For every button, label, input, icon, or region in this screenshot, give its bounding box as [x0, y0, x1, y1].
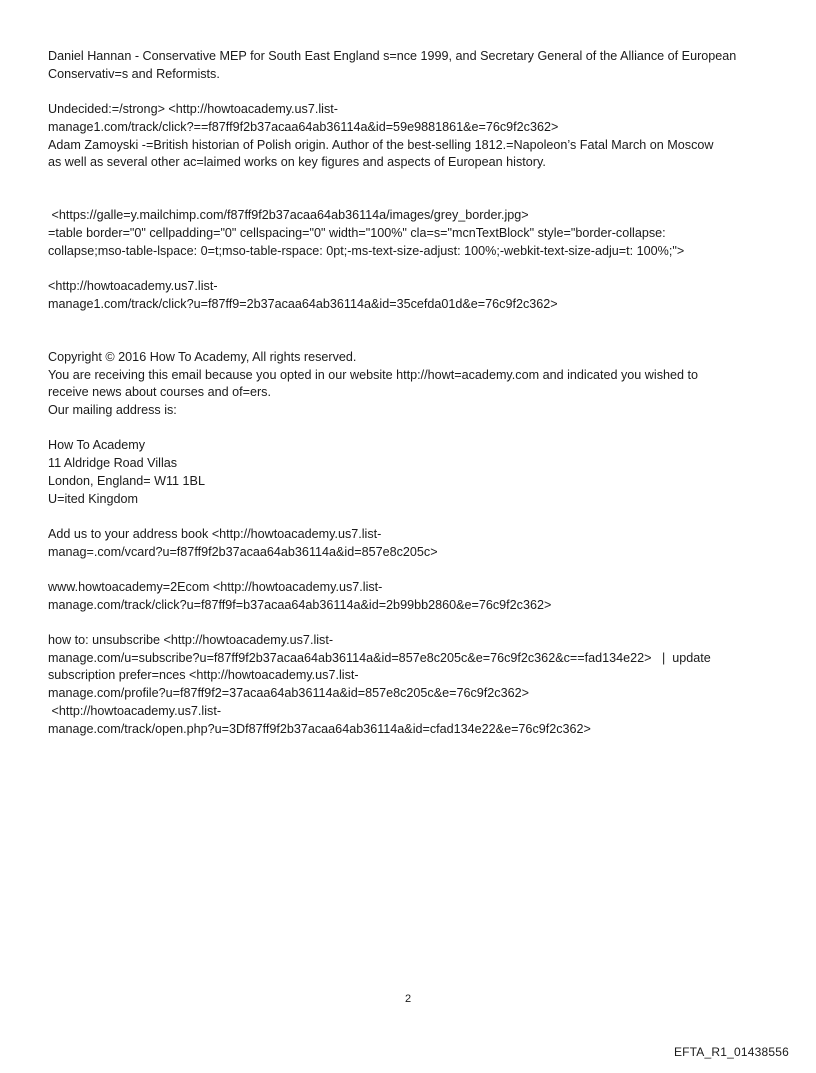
text-line: how to: unsubscribe <http://howtoacademy.us7.list-: [48, 633, 334, 648]
text-line: as well as several other ac=laimed works on key figures and aspects of European history.: [48, 155, 546, 170]
text-line: manag=.com/vcard?u=f87ff9f2b37acaa64ab36114a&id=857e8c205c>: [48, 544, 438, 559]
paragraph-copyright: [48, 349, 776, 420]
text-line: manage1.com/track/click?==f87ff9f2b37acaa64ab36114a&id=59e9881861&e=76c9f2c362>: [48, 119, 559, 134]
text-line: <http://howtoacademy.us7.list-: [48, 279, 218, 294]
paragraph-unsubscribe: [48, 632, 776, 738]
address-line: How To Academy: [48, 438, 146, 453]
paragraph-address-book: [48, 526, 776, 561]
text-line: Undecided:=/strong> <http://howtoacademy.us7.list-: [48, 102, 338, 117]
address-line: U=ited Kingdom: [48, 491, 138, 506]
mailing-address: [48, 437, 776, 508]
text-line: manage.com/u=subscribe?u=f87ff9f2b37acaa64ab36114a&id=857e8c205c&e=76c9f2c362&c==fad134e22> | update: [48, 650, 711, 665]
document-id: EFTA_R1_01438556: [673, 1045, 789, 1059]
text-line: Add us to your address book <http://howtoacademy.us7.list-: [48, 526, 382, 541]
paragraph-undecided: [48, 101, 776, 172]
text-line: manage.com/track/open.php?u=3Df87ff9f2b37acaa64ab36114a&id=cfad134e22&e=76c9f2c362>: [48, 721, 591, 736]
text-line: <https://galle=y.mailchimp.com/f87ff9f2b37acaa64ab36114a/images/grey_border.jpg>: [48, 208, 529, 223]
text-line: receive news about courses and of=ers.: [48, 385, 271, 400]
text-line: Conservativ=s and Reformists.: [48, 66, 220, 81]
paragraph-website: [48, 579, 776, 614]
text-line: manage.com/profile?u=f87ff9f2=37acaa64ab36114a&id=857e8c205c&e=76c9f2c362>: [48, 686, 529, 701]
email-body: [48, 48, 776, 738]
text-line: collapse;mso-table-lspace: 0=t;mso-table-rspace: 0pt;-ms-text-size-adjust: 100%;-webkit-text-size-adju=t: 100%;">: [48, 243, 685, 258]
text-line: You are receiving this email because you opted in our website http://howt=academy.com and indicated you wished to: [48, 367, 699, 382]
text-line: Daniel Hannan - Conservative MEP for South East England s=nce 1999, and Secretary General of the Alliance of European: [48, 49, 737, 63]
text-line: <http://howtoacademy.us7.list-: [48, 703, 222, 718]
text-line: www.howtoacademy=2Ecom <http://howtoacademy.us7.list-: [48, 579, 383, 594]
text-line: Copyright © 2016 How To Academy, All rights reserved.: [48, 349, 357, 364]
text-line: manage1.com/track/click?u=f87ff9=2b37acaa64ab36114a&id=35cefda01d&e=76c9f2c362>: [48, 296, 558, 311]
page-number: 2: [404, 993, 412, 1005]
paragraph-table-markup: [48, 207, 776, 260]
address-line: London, England= W11 1BL: [48, 473, 205, 488]
text-line: Adam Zamoyski -=British historian of Polish origin. Author of the best-selling 1812.=Napoleon’s Fatal March on Moscow: [48, 137, 714, 152]
paragraph-click-link: [48, 278, 776, 313]
paragraph-hannan: [48, 48, 776, 83]
address-line: 11 Aldridge Road Villas: [48, 456, 178, 471]
text-line: manage.com/track/click?u=f87ff9f=b37acaa64ab36114a&id=2b99bb2860&e=76c9f2c362>: [48, 597, 552, 612]
text-line: =table border="0" cellpadding="0" cellspacing="0" width="100%" cla=s="mcnTextBlock" style="border-collapse:: [48, 226, 666, 240]
text-line: Our mailing address is:: [48, 403, 177, 417]
text-line: subscription prefer=nces <http://howtoacademy.us7.list-: [48, 668, 359, 683]
